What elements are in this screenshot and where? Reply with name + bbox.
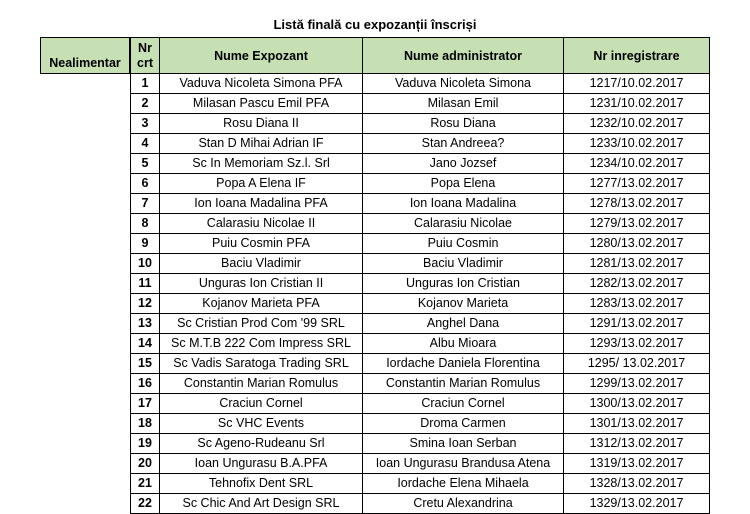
cell-administrator: Albu Mioara: [363, 334, 564, 354]
column-header-nr: [131, 38, 160, 74]
cell-registration: 1301/13.02.2017: [564, 414, 710, 434]
column-header-nr-line2: crt: [137, 55, 153, 70]
cell-nr: 9: [131, 234, 160, 254]
cell-nr: 20: [131, 454, 160, 474]
cell-administrator: Iordache Elena Mihaela: [363, 474, 564, 494]
table-row: [131, 74, 710, 94]
page-title: Listă finală cu expozanții înscriși: [273, 17, 477, 32]
table-row: [131, 454, 710, 474]
cell-exhibitor: Sc Vadis Saratoga Trading SRL: [160, 354, 363, 374]
table-row: [131, 274, 710, 294]
cell-administrator: Stan Andreea?: [363, 134, 564, 154]
cell-exhibitor: Craciun Cornel: [160, 394, 363, 414]
cell-exhibitor: Baciu Vladimir: [160, 254, 363, 274]
cell-exhibitor: Sc Chic And Art Design SRL: [160, 494, 363, 514]
cell-registration: 1312/13.02.2017: [564, 434, 710, 454]
cell-registration: 1299/13.02.2017: [564, 374, 710, 394]
table-row: [131, 194, 710, 214]
cell-registration: 1328/13.02.2017: [564, 474, 710, 494]
exhibitors-table: [130, 37, 710, 514]
cell-registration: 1281/13.02.2017: [564, 254, 710, 274]
cell-exhibitor: Unguras Ion Cristian II: [160, 274, 363, 294]
cell-administrator: Unguras Ion Cristian: [363, 274, 564, 294]
cell-registration: 1234/10.02.2017: [564, 154, 710, 174]
cell-administrator: Ion Ioana Madalina: [363, 194, 564, 214]
cell-registration: 1291/13.02.2017: [564, 314, 710, 334]
cell-administrator: Cretu Alexandrina: [363, 494, 564, 514]
table-row: [131, 414, 710, 434]
cell-nr: 16: [131, 374, 160, 394]
cell-registration: 1231/10.02.2017: [564, 94, 710, 114]
table-row: [131, 354, 710, 374]
cell-registration: 1278/13.02.2017: [564, 194, 710, 214]
cell-exhibitor: Tehnofix Dent SRL: [160, 474, 363, 494]
table-row: [131, 314, 710, 334]
cell-exhibitor: Constantin Marian Romulus: [160, 374, 363, 394]
cell-administrator: Droma Carmen: [363, 414, 564, 434]
cell-nr: 15: [131, 354, 160, 374]
table-row: [131, 234, 710, 254]
cell-administrator: Puiu Cosmin: [363, 234, 564, 254]
cell-nr: 18: [131, 414, 160, 434]
cell-nr: 5: [131, 154, 160, 174]
cell-exhibitor: Ion Ioana Madalina PFA: [160, 194, 363, 214]
cell-administrator: Craciun Cornel: [363, 394, 564, 414]
cell-administrator: Kojanov Marieta: [363, 294, 564, 314]
cell-registration: 1319/13.02.2017: [564, 454, 710, 474]
cell-exhibitor: Puiu Cosmin PFA: [160, 234, 363, 254]
cell-registration: 1282/13.02.2017: [564, 274, 710, 294]
table-row: [131, 134, 710, 154]
cell-administrator: Popa Elena: [363, 174, 564, 194]
cell-registration: 1300/13.02.2017: [564, 394, 710, 414]
cell-exhibitor: Vaduva Nicoleta Simona PFA: [160, 74, 363, 94]
table-header-row: [131, 38, 710, 74]
cell-nr: 2: [131, 94, 160, 114]
cell-nr: 21: [131, 474, 160, 494]
cell-exhibitor: Rosu Diana II: [160, 114, 363, 134]
cell-nr: 12: [131, 294, 160, 314]
table-row: [131, 94, 710, 114]
cell-nr: 1: [131, 74, 160, 94]
cell-administrator: Jano Jozsef: [363, 154, 564, 174]
cell-nr: 14: [131, 334, 160, 354]
cell-administrator: Iordache Daniela Florentina: [363, 354, 564, 374]
category-label: [40, 37, 130, 74]
cell-administrator: Constantin Marian Romulus: [363, 374, 564, 394]
cell-exhibitor: Ioan Ungurasu B.A.PFA: [160, 454, 363, 474]
cell-registration: 1232/10.02.2017: [564, 114, 710, 134]
cell-registration: 1283/13.02.2017: [564, 294, 710, 314]
cell-administrator: Rosu Diana: [363, 114, 564, 134]
cell-exhibitor: Sc Cristian Prod Com '99 SRL: [160, 314, 363, 334]
table-row: [131, 294, 710, 314]
cell-administrator: Anghel Dana: [363, 314, 564, 334]
cell-exhibitor: Milasan Pascu Emil PFA: [160, 94, 363, 114]
cell-nr: 4: [131, 134, 160, 154]
table-row: [131, 214, 710, 234]
cell-exhibitor: Sc VHC Events: [160, 414, 363, 434]
table-row: [131, 434, 710, 454]
cell-nr: 10: [131, 254, 160, 274]
cell-exhibitor: Calarasiu Nicolae II: [160, 214, 363, 234]
cell-administrator: Vaduva Nicoleta Simona: [363, 74, 564, 94]
table-row: [131, 154, 710, 174]
cell-nr: 11: [131, 274, 160, 294]
cell-exhibitor: Popa A Elena IF: [160, 174, 363, 194]
cell-registration: 1279/13.02.2017: [564, 214, 710, 234]
cell-administrator: Calarasiu Nicolae: [363, 214, 564, 234]
cell-registration: 1233/10.02.2017: [564, 134, 710, 154]
cell-nr: 19: [131, 434, 160, 454]
cell-registration: 1329/13.02.2017: [564, 494, 710, 514]
cell-registration: 1295/ 13.02.2017: [564, 354, 710, 374]
cell-administrator: Baciu Vladimir: [363, 254, 564, 274]
cell-nr: 8: [131, 214, 160, 234]
cell-nr: 13: [131, 314, 160, 334]
cell-exhibitor: Sc In Memoriam Sz.l. Srl: [160, 154, 363, 174]
cell-nr: 17: [131, 394, 160, 414]
cell-exhibitor: Stan D Mihai Adrian IF: [160, 134, 363, 154]
column-header-registration: Nr inregistrare: [564, 38, 710, 74]
cell-administrator: Smina Ioan Serban: [363, 434, 564, 454]
table-row: [131, 174, 710, 194]
cell-exhibitor: Sc Ageno-Rudeanu Srl: [160, 434, 363, 454]
cell-nr: 3: [131, 114, 160, 134]
cell-administrator: Milasan Emil: [363, 94, 564, 114]
table-row: [131, 114, 710, 134]
table-row: [131, 374, 710, 394]
column-header-nr-line1: Nr: [138, 40, 152, 55]
cell-nr: 7: [131, 194, 160, 214]
cell-administrator: Ioan Ungurasu Brandusa Atena: [363, 454, 564, 474]
table-row: [131, 494, 710, 514]
cell-nr: 6: [131, 174, 160, 194]
cell-nr: 22: [131, 494, 160, 514]
table-row: [131, 474, 710, 494]
cell-exhibitor: Kojanov Marieta PFA: [160, 294, 363, 314]
category-label-text: Nealimentar: [49, 56, 121, 70]
table-row: [131, 334, 710, 354]
cell-registration: 1217/10.02.2017: [564, 74, 710, 94]
cell-registration: 1277/13.02.2017: [564, 174, 710, 194]
table-row: [131, 254, 710, 274]
column-header-administrator: Nume administrator: [363, 38, 564, 74]
column-header-exhibitor: Nume Expozant: [160, 38, 363, 74]
table-row: [131, 394, 710, 414]
cell-registration: 1280/13.02.2017: [564, 234, 710, 254]
cell-registration: 1293/13.02.2017: [564, 334, 710, 354]
cell-exhibitor: Sc M.T.B 222 Com Impress SRL: [160, 334, 363, 354]
